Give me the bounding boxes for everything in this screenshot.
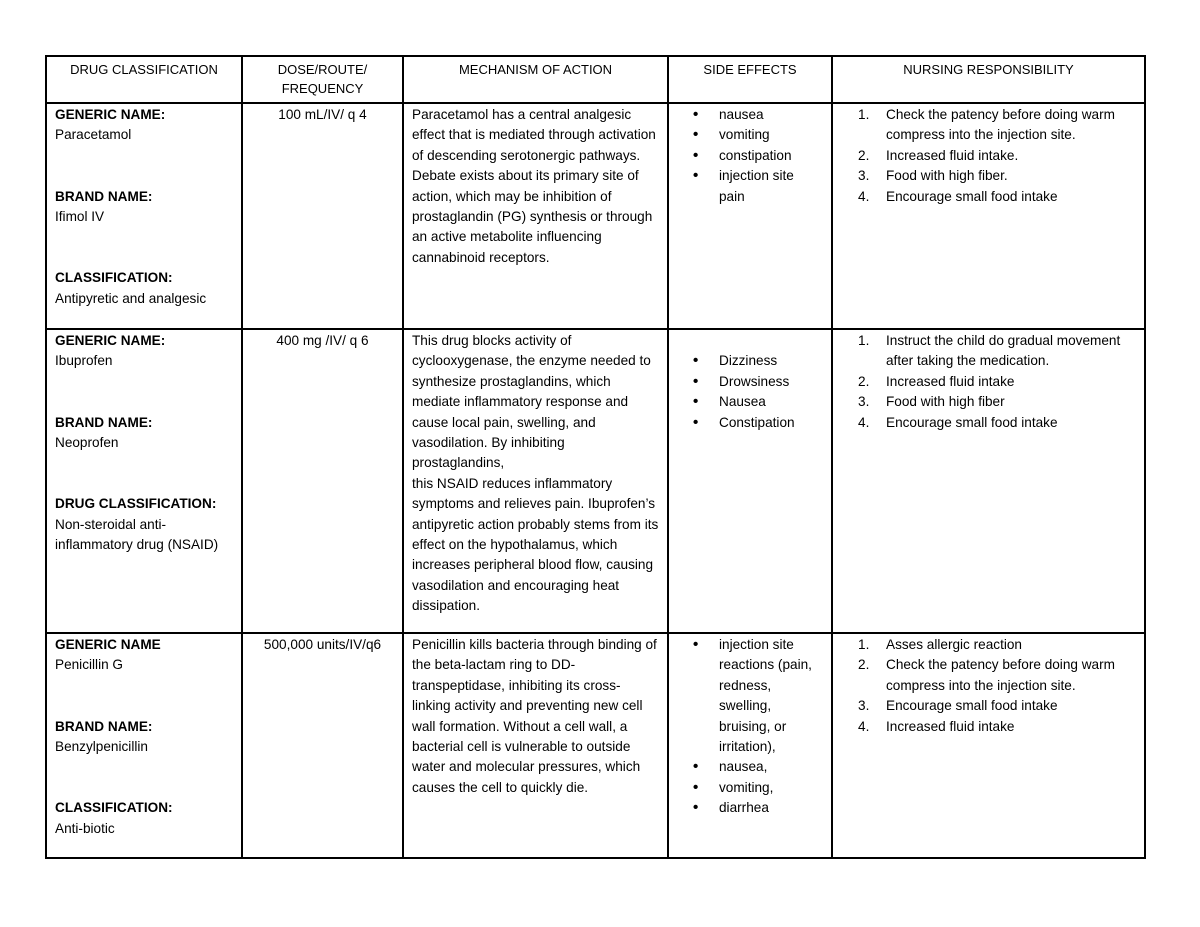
generic-name-label: GENERIC NAME: bbox=[55, 107, 166, 122]
dose-cell: 400 mg /IV/ q 6 bbox=[242, 329, 403, 633]
side-effects-list bbox=[677, 351, 823, 433]
list-item: Check the patency before doing warm compress into the injection site. bbox=[886, 657, 1115, 693]
list-item: • Drowsiness bbox=[719, 372, 823, 392]
mechanism-text-part-1: This drug blocks activity of cyclooxygenase, the enzyme needed to synthesize prostaglandins, which mediate inflammatory response and cause local pain, swelling, and vasodilation. By inhibiting prostaglandins, bbox=[412, 333, 651, 471]
list-item: Encourage small food intake bbox=[886, 414, 1058, 430]
list-item: • constipation bbox=[719, 146, 823, 166]
side-effects-cell bbox=[668, 633, 832, 858]
brand-name-value: Benzylpenicillin bbox=[55, 739, 148, 755]
list-item: • Constipation bbox=[719, 413, 823, 433]
list-item: • Dizziness bbox=[719, 351, 823, 371]
list-item: Increased fluid intake. bbox=[886, 147, 1019, 163]
table-row bbox=[46, 329, 1145, 633]
classification-value: Anti-biotic bbox=[55, 820, 115, 836]
dose-cell: 500,000 units/IV/q6 bbox=[242, 633, 403, 858]
generic-name-label: GENERIC NAME: bbox=[55, 333, 166, 348]
list-item: Instruct the child do gradual movement after taking the medication. bbox=[886, 333, 1121, 369]
nursing-responsibility-cell bbox=[832, 103, 1145, 329]
header-mechanism-of-action: MECHANISM OF ACTION bbox=[403, 56, 668, 103]
list-item: Asses allergic reaction bbox=[886, 637, 1022, 652]
list-item: Increased fluid intake bbox=[886, 718, 1015, 734]
table-row bbox=[46, 633, 1145, 858]
nursing-list bbox=[841, 635, 1136, 737]
list-item: • vomiting, bbox=[719, 778, 823, 798]
brand-name-value: Neoprofen bbox=[55, 435, 119, 451]
mechanism-cell: Penicillin kills bacteria through binding of the beta-lactam ring to DD-transpeptidase, inhibiting its cross-linking activity and preventing new cell wall formation. Without a cell wall, a bacterial cell is vulnerable to outside water and molecular pressures, which causes the cell to quickly die. bbox=[403, 633, 668, 858]
side-effects-cell bbox=[668, 329, 832, 633]
list-item: • Nausea bbox=[719, 392, 823, 412]
side-effects-list bbox=[677, 635, 823, 819]
side-effects-cell bbox=[668, 103, 832, 329]
list-item: Check the patency before doing warm compress into the injection site. bbox=[886, 107, 1115, 143]
header-dose-route-frequency: DOSE/ROUTE/ FREQUENCY bbox=[242, 56, 403, 103]
mechanism-cell: Paracetamol has a central analgesic effect that is mediated through activation of descending serotonergic pathways. Debate exists about its primary site of action, which may be inhibition of prostaglandin (PG) synthesis or through an active metabolite influencing cannabinoid receptors. bbox=[403, 103, 668, 329]
list-item: • nausea, bbox=[719, 757, 823, 777]
header-drug-classification: DRUG CLASSIFICATION bbox=[46, 56, 242, 103]
brand-name-value: Ifimol IV bbox=[55, 209, 105, 225]
classification-label: DRUG CLASSIFICATION: bbox=[55, 496, 217, 512]
drug-classification-cell bbox=[46, 329, 242, 633]
list-item: • injection site pain bbox=[719, 166, 823, 207]
mechanism-cell bbox=[403, 329, 668, 633]
side-effects-list bbox=[677, 105, 823, 207]
drug-classification-cell bbox=[46, 103, 242, 329]
brand-name-label: BRAND NAME: bbox=[55, 718, 153, 734]
list-item: Food with high fiber bbox=[886, 394, 1005, 410]
table-row bbox=[46, 103, 1145, 329]
brand-name-label: BRAND NAME: bbox=[55, 188, 153, 204]
classification-label: CLASSIFICATION: bbox=[55, 270, 173, 286]
generic-name-value: Penicillin G bbox=[55, 657, 123, 673]
classification-value: Non-steroidal anti-inflammatory drug (NSAID) bbox=[55, 516, 219, 553]
list-item: • nausea bbox=[719, 105, 823, 125]
nursing-responsibility-cell bbox=[832, 633, 1145, 858]
list-item: • vomiting bbox=[719, 125, 823, 145]
nursing-list bbox=[841, 331, 1136, 433]
list-item: • injection site reactions (pain, redness, swelling, bruising, or irritation), bbox=[719, 635, 823, 757]
generic-name-label: GENERIC NAME bbox=[55, 637, 161, 652]
list-item: • diarrhea bbox=[719, 798, 823, 818]
dose-cell: 100 mL/IV/ q 4 bbox=[242, 103, 403, 329]
classification-value: Antipyretic and analgesic bbox=[55, 290, 207, 306]
generic-name-value: Ibuprofen bbox=[55, 353, 113, 369]
list-item: Increased fluid intake bbox=[886, 373, 1015, 389]
table-header-row bbox=[46, 56, 1145, 103]
drug-classification-cell bbox=[46, 633, 242, 858]
nursing-list bbox=[841, 105, 1136, 207]
nursing-responsibility-cell bbox=[832, 329, 1145, 633]
list-item: Encourage small food intake bbox=[886, 188, 1058, 204]
header-side-effects: SIDE EFFECTS bbox=[668, 56, 832, 103]
mechanism-text-part-2: this NSAID reduces inflammatory symptoms and relieves pain. Ibuprofen’s antipyretic action probably stems from its effect on the hypothalamus, which increases peripheral blood flow, causing vasodilation and encouraging heat dissipation. bbox=[412, 475, 659, 614]
list-item: Encourage small food intake bbox=[886, 698, 1058, 714]
list-item: Food with high fiber. bbox=[886, 168, 1008, 184]
generic-name-value: Paracetamol bbox=[55, 127, 132, 143]
classification-label: CLASSIFICATION: bbox=[55, 800, 173, 816]
brand-name-label: BRAND NAME: bbox=[55, 414, 153, 430]
header-nursing-responsibility: NURSING RESPONSIBILITY bbox=[832, 56, 1145, 103]
drug-study-table bbox=[45, 55, 1146, 859]
